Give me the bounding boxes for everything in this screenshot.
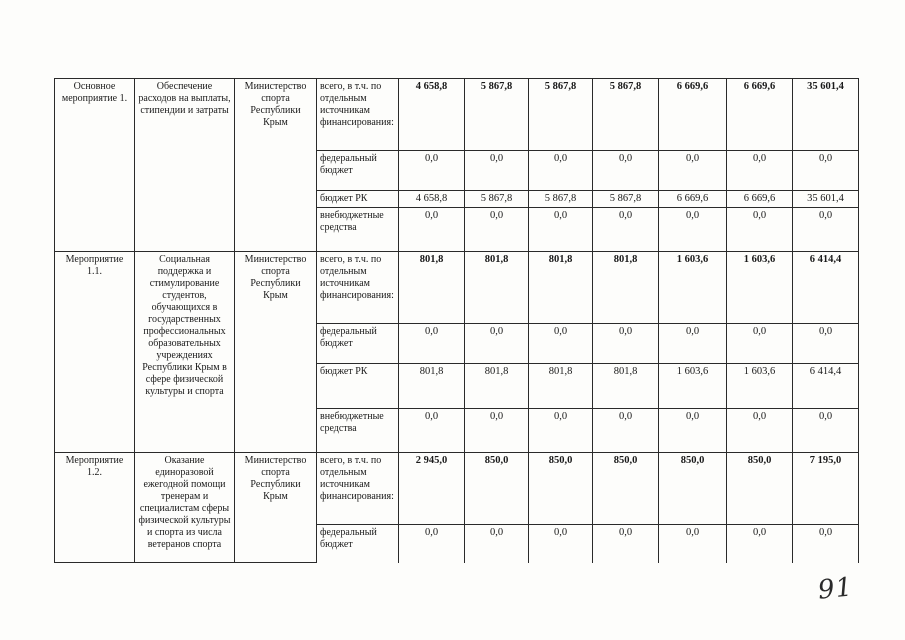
value-cell: 0,0 [793,525,859,563]
value-cell: 0,0 [465,409,529,453]
source-cell: всего, в т.ч. по отдельным источникам финансирования: [317,453,399,525]
value-cell: 5 867,8 [593,191,659,208]
value-cell: 0,0 [793,324,859,364]
value-cell: 0,0 [593,208,659,252]
value-cell: 0,0 [593,409,659,453]
value-cell: 0,0 [465,525,529,563]
value-cell: 5 867,8 [529,79,593,151]
value-cell: 0,0 [659,151,727,191]
value-cell: 801,8 [529,364,593,409]
value-cell: 0,0 [399,409,465,453]
value-cell: 850,0 [727,453,793,525]
value-cell: 0,0 [659,409,727,453]
value-cell: 0,0 [529,324,593,364]
value-cell: 35 601,4 [793,79,859,151]
source-cell: бюджет РК [317,364,399,409]
source-cell: федеральный бюджет [317,525,399,563]
value-cell: 0,0 [465,151,529,191]
executor-cell: Министерство спорта Республики Крым [235,252,317,453]
value-cell: 1 603,6 [727,364,793,409]
value-cell: 0,0 [399,151,465,191]
value-cell: 801,8 [465,252,529,324]
value-cell: 0,0 [593,151,659,191]
source-cell: внебюджетные средства [317,208,399,252]
value-cell: 0,0 [727,525,793,563]
value-cell: 6 414,4 [793,252,859,324]
value-cell: 0,0 [465,324,529,364]
value-cell: 850,0 [465,453,529,525]
value-cell: 801,8 [465,364,529,409]
value-cell: 850,0 [593,453,659,525]
value-cell: 0,0 [793,409,859,453]
value-cell: 801,8 [529,252,593,324]
value-cell: 0,0 [727,151,793,191]
event-code-cell: Мероприятие 1.1. [55,252,135,453]
value-cell: 6 414,4 [793,364,859,409]
value-cell: 0,0 [659,324,727,364]
event-code-cell: Мероприятие 1.2. [55,453,135,563]
value-cell: 1 603,6 [659,364,727,409]
event-description-cell: Социальная поддержка и стимулирование студентов, обучающихся в государственных профессиональных образовательных учреждениях Республики Крым в сфере физической культуры и спорта [135,252,235,453]
value-cell: 6 669,6 [727,191,793,208]
value-cell: 5 867,8 [465,191,529,208]
value-cell: 4 658,8 [399,191,465,208]
value-cell: 0,0 [399,208,465,252]
page-number: 91 [816,572,855,606]
value-cell: 5 867,8 [529,191,593,208]
value-cell: 801,8 [593,252,659,324]
source-cell: внебюджетные средства [317,409,399,453]
value-cell: 850,0 [659,453,727,525]
source-cell: всего, в т.ч. по отдельным источникам финансирования: [317,79,399,151]
event-code-cell: Основное мероприятие 1. [55,79,135,252]
value-cell: 4 658,8 [399,79,465,151]
value-cell: 0,0 [593,324,659,364]
value-cell: 5 867,8 [465,79,529,151]
value-cell: 0,0 [465,208,529,252]
event-description-cell: Обеспечение расходов на выплаты, стипендии и затраты [135,79,235,252]
funding-table [54,78,859,563]
value-cell: 0,0 [399,525,465,563]
value-cell: 0,0 [727,409,793,453]
source-cell: федеральный бюджет [317,324,399,364]
value-cell: 801,8 [399,252,465,324]
executor-cell: Министерство спорта Республики Крым [235,453,317,563]
value-cell: 0,0 [793,151,859,191]
value-cell: 0,0 [399,324,465,364]
table-row [55,453,859,525]
value-cell: 0,0 [529,208,593,252]
value-cell: 0,0 [529,151,593,191]
value-cell: 0,0 [593,525,659,563]
source-cell: бюджет РК [317,191,399,208]
value-cell: 0,0 [529,409,593,453]
value-cell: 1 603,6 [727,252,793,324]
value-cell: 801,8 [399,364,465,409]
value-cell: 0,0 [727,324,793,364]
value-cell: 7 195,0 [793,453,859,525]
value-cell: 5 867,8 [593,79,659,151]
value-cell: 6 669,6 [659,79,727,151]
value-cell: 0,0 [793,208,859,252]
value-cell: 6 669,6 [727,79,793,151]
source-cell: федеральный бюджет [317,151,399,191]
value-cell: 0,0 [659,525,727,563]
executor-cell: Министерство спорта Республики Крым [235,79,317,252]
value-cell: 801,8 [593,364,659,409]
source-cell: всего, в т.ч. по отдельным источникам финансирования: [317,252,399,324]
value-cell: 2 945,0 [399,453,465,525]
value-cell: 0,0 [529,525,593,563]
value-cell: 6 669,6 [659,191,727,208]
value-cell: 1 603,6 [659,252,727,324]
value-cell: 0,0 [727,208,793,252]
event-description-cell: Оказание единоразовой ежегодной помощи тренерам и специалистам сферы физической культуры и спорта из числа ветеранов спорта [135,453,235,563]
table-row [55,79,859,151]
value-cell: 35 601,4 [793,191,859,208]
table-row [55,252,859,324]
value-cell: 0,0 [659,208,727,252]
value-cell: 850,0 [529,453,593,525]
